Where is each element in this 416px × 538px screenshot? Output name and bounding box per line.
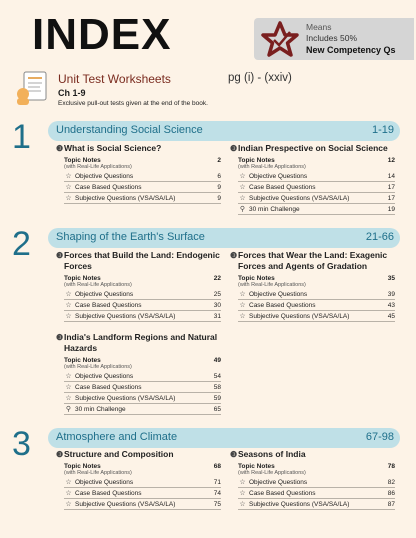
list-item[interactable] [238,182,395,193]
chapter-block [56,449,221,510]
row-label: Objective Questions [75,172,134,180]
unit-title: Shaping of the Earth's Surface [56,231,205,243]
unit-title: Understanding Social Science [56,124,203,136]
row-page: 35 [387,275,395,282]
row-label: Topic Notes [238,463,275,470]
row-label: Subjective Questions (VSA/SA/LA) [75,194,176,202]
row-label: Topic Notes [64,463,101,470]
row-page: 39 [387,290,395,298]
row-page: 78 [387,463,395,470]
star-icon: ☆ [65,384,72,391]
star-icon: ☆ [239,173,246,180]
row-label: Subjective Questions (VSA/SA/LA) [75,312,176,320]
row-label: Objective Questions [249,172,308,180]
unit-pages: 67-98 [365,431,394,443]
row-page: 74 [213,489,221,497]
row-label: Case Based Questions [249,489,316,497]
row-page: 54 [213,372,221,380]
chapter-title[interactable]: India's Landform Regions and Natural Hazards [64,332,218,353]
list-item[interactable] [238,171,395,182]
row-page: 2 [217,157,221,164]
row-label: Topic Notes [238,157,275,164]
row-page: 58 [213,383,221,391]
list-item[interactable] [64,311,221,322]
list-item[interactable] [64,371,221,382]
unit-pages: 21-66 [365,231,394,243]
list-item[interactable] [64,393,221,404]
row-label: Topic Notes [64,275,101,282]
star-icon: ☆ [65,479,72,486]
row-label: Subjective Questions (VSA/SA/LA) [75,394,176,402]
row-page: 87 [387,500,395,508]
bullet-icon: ❸ [230,251,238,260]
row-label: Objective Questions [249,478,308,486]
list-item[interactable] [64,193,221,204]
star-icon [260,20,300,58]
row-page: 71 [213,478,221,486]
row-page: 19 [387,205,395,213]
row-page: 22 [213,275,221,282]
star-icon: ☆ [239,184,246,191]
row-label: Case Based Questions [249,301,316,309]
row-page: 30 [213,301,221,309]
badge-line-1: Means [306,22,332,32]
chapter-title[interactable]: Forces that Build the Land: Endogenic Forces [64,250,220,271]
row-sub: (with Real-Life Applications) [238,282,306,288]
row-label: Case Based Questions [249,183,316,191]
bullet-icon: ❸ [230,450,238,459]
row-page: 45 [387,312,395,320]
list-item[interactable] [238,300,395,311]
star-icon: ☆ [65,490,72,497]
badge-line-2: Includes 50% [306,33,358,43]
worksheet-icon [14,70,52,106]
row-sub: (with Real-Life Applications) [64,164,132,170]
star-icon: ☆ [239,501,246,508]
row-page: 43 [387,301,395,309]
worksheets-pages: pg (i) - (xxiv) [228,72,292,84]
star-icon: ☆ [239,479,246,486]
row-page: 25 [213,290,221,298]
list-item[interactable] [238,311,395,322]
list-item[interactable] [64,477,221,488]
unit-header[interactable] [48,228,400,248]
chapter-block [230,449,395,510]
list-item[interactable] [238,477,395,488]
row-page: 68 [213,463,221,470]
row-page: 9 [217,183,221,191]
star-icon: ☆ [65,291,72,298]
list-item[interactable] [238,499,395,510]
bullet-icon: ❸ [230,144,238,153]
search-icon: ⚲ [239,206,246,213]
row-page: 12 [387,157,395,164]
row-label: Objective Questions [249,290,308,298]
row-page: 49 [213,357,221,364]
chapter-title[interactable]: What is Social Science? [64,143,162,153]
row-page: 65 [213,405,221,413]
row-page: 86 [387,489,395,497]
star-icon: ☆ [65,373,72,380]
list-item[interactable] [64,182,221,193]
star-icon: ☆ [65,302,72,309]
unit-number: 3 [12,425,31,463]
row-label: Case Based Questions [75,383,142,391]
star-icon: ☆ [239,302,246,309]
row-sub: (with Real-Life Applications) [64,470,132,476]
row-sub: (with Real-Life Applications) [238,470,306,476]
row-page: 14 [387,172,395,180]
row-label: Objective Questions [75,478,134,486]
bullet-icon: ❸ [56,333,64,342]
row-sub: (with Real-Life Applications) [64,282,132,288]
chapter-title[interactable]: Indian Prespective on Social Science [238,143,388,153]
row-page: 17 [387,183,395,191]
chapter-block [230,250,395,322]
row-label: Subjective Questions (VSA/SA/LA) [75,500,176,508]
row-label: Objective Questions [75,290,134,298]
list-item[interactable] [64,499,221,510]
row-label: Case Based Questions [75,183,142,191]
row-sub: (with Real-Life Applications) [238,164,306,170]
star-icon: ☆ [65,395,72,402]
bullet-icon: ❸ [56,251,64,260]
row-label: Topic Notes [64,357,101,364]
bullet-icon: ❸ [56,450,64,459]
star-icon: ☆ [239,291,246,298]
star-icon: ☆ [65,173,72,180]
list-item[interactable] [64,171,221,182]
competency-badge [254,18,414,60]
list-item[interactable] [64,404,221,415]
row-label: Topic Notes [238,275,275,282]
search-icon: ⚲ [65,406,72,413]
unit-title: Atmosphere and Climate [56,431,178,443]
row-label: Subjective Questions (VSA/SA/LA) [249,500,350,508]
row-sub: (with Real-Life Applications) [64,364,132,370]
row-page: 31 [213,312,221,320]
star-icon: ☆ [65,501,72,508]
list-item[interactable] [238,289,395,300]
row-page: 17 [387,194,395,202]
unit-pages: 1-19 [371,124,394,136]
row-label: 30 min Challenge [75,405,126,413]
chapter-title[interactable]: Forces that Wear the Land: Exagenic Forces and Agents of Gradation [238,250,388,271]
star-icon: ☆ [65,313,72,320]
star-icon: ☆ [65,195,72,202]
list-item[interactable] [238,193,395,204]
row-page: 59 [213,394,221,402]
badge-line-3: New Competency Qs [306,45,396,55]
chapter-block [56,332,221,415]
row-page: 6 [217,172,221,180]
row-label: Case Based Questions [75,489,142,497]
list-item[interactable] [64,300,221,311]
list-item[interactable] [64,289,221,300]
worksheets-title: Unit Test Worksheets [58,72,171,86]
chapter-block [56,250,221,322]
list-item[interactable] [238,488,395,499]
star-icon: ☆ [239,195,246,202]
chapter-title[interactable]: Seasons of India [238,449,306,459]
row-page: 82 [387,478,395,486]
row-label: 30 min Challenge [249,205,300,213]
row-page: 75 [213,500,221,508]
unit-number: 2 [12,225,31,263]
list-item[interactable] [238,204,395,215]
row-page: 9 [217,194,221,202]
worksheets-note: Exclusive pull-out tests given at the end of the book. [58,100,208,107]
row-label: Objective Questions [75,372,134,380]
star-icon: ☆ [65,184,72,191]
row-label: Case Based Questions [75,301,142,309]
unit-number: 1 [12,118,31,156]
worksheets-chapters: Ch 1-9 [58,88,86,98]
unit-header[interactable] [48,428,400,448]
star-icon: ☆ [239,490,246,497]
bullet-icon: ❸ [56,144,64,153]
star-icon: ☆ [239,313,246,320]
list-item[interactable] [64,488,221,499]
chapter-block [56,143,221,204]
list-item[interactable] [64,382,221,393]
row-label: Topic Notes [64,157,101,164]
row-label: Subjective Questions (VSA/SA/LA) [249,194,350,202]
chapter-block [230,143,395,215]
row-label: Subjective Questions (VSA/SA/LA) [249,312,350,320]
page-title: INDEX [32,10,172,59]
chapter-title[interactable]: Structure and Composition [64,449,174,459]
unit-header[interactable] [48,121,400,141]
